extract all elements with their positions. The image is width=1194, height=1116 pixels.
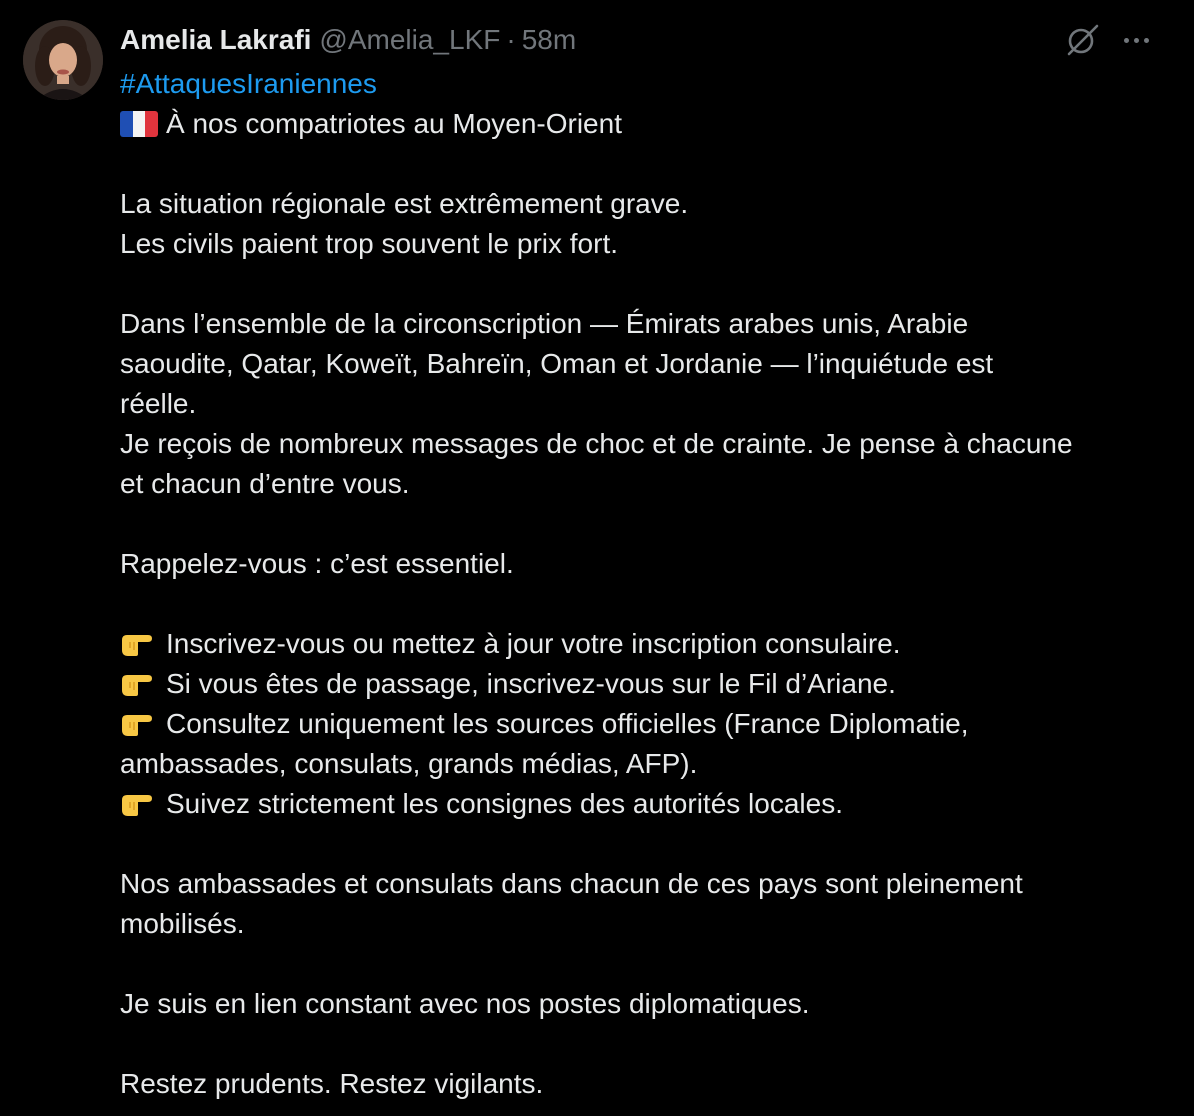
- paragraph-gap: [120, 1024, 1170, 1064]
- hashtag-line: [120, 64, 1170, 104]
- bullet-text: Si vous êtes de passage, inscrivez-vous sur le Fil d’Ariane.: [166, 668, 896, 699]
- bullet-text: Consultez uniquement les sources officielles (France Diplomatie,: [166, 708, 969, 739]
- more-dot: [1144, 38, 1149, 43]
- text-line: Je reçois de nombreux messages de choc et de crainte. Je pense à chacune: [120, 428, 1073, 459]
- pointing-hand-icon: [120, 708, 154, 738]
- text-line: et chacun d’entre vous.: [120, 468, 410, 499]
- paragraph-gap: [120, 144, 1170, 184]
- more-dot: [1124, 38, 1129, 43]
- intro-line: [120, 104, 1170, 144]
- text-line: Je suis en lien constant avec nos postes diplomatiques.: [120, 988, 810, 1019]
- text-line: Rappelez-vous : c’est essentiel.: [120, 548, 514, 579]
- pointing-hand-icon: [120, 788, 154, 818]
- tweet-header: [120, 22, 576, 58]
- text-line: réelle.: [120, 388, 197, 419]
- pointing-hand-icon: [120, 628, 154, 658]
- bullet-text: Inscrivez-vous ou mettez à jour votre inscription consulaire.: [166, 628, 901, 659]
- text-line: Les civils paient trop souvent le prix fort.: [120, 228, 619, 259]
- tweet-text: [120, 64, 1170, 1104]
- bullet-line: [120, 784, 1170, 824]
- author-handle[interactable]: @Amelia_LKF: [319, 24, 501, 55]
- paragraph-gap: [120, 584, 1170, 624]
- bullet-line: [120, 664, 1170, 704]
- grok-icon[interactable]: [1062, 20, 1102, 60]
- paragraph-gap: [120, 504, 1170, 544]
- author-name[interactable]: Amelia Lakrafi: [120, 24, 312, 55]
- text-line: ambassades, consulats, grands médias, AFP).: [120, 748, 698, 779]
- france-flag-icon: [120, 111, 158, 137]
- more-dot: [1134, 38, 1139, 43]
- bullet-line: [120, 704, 1170, 744]
- bullet-text: Suivez strictement les consignes des autorités locales.: [166, 788, 843, 819]
- intro-text: À nos compatriotes au Moyen-Orient: [166, 108, 622, 139]
- paragraph-gap: [120, 824, 1170, 864]
- timestamp[interactable]: 58m: [521, 24, 577, 55]
- paragraph-gap: [120, 944, 1170, 984]
- avatar[interactable]: [23, 20, 103, 100]
- text-line: mobilisés.: [120, 908, 245, 939]
- text-line: Nos ambassades et consulats dans chacun de ces pays sont pleinement: [120, 868, 1023, 899]
- text-line: saoudite, Qatar, Koweït, Bahreïn, Oman et Jordanie — l’inquiétude est: [120, 348, 994, 379]
- separator-dot: ·: [506, 24, 516, 55]
- more-icon[interactable]: [1116, 22, 1156, 58]
- text-line: Dans l’ensemble de la circonscription — Émirats arabes unis, Arabie: [120, 308, 969, 339]
- text-line: La situation régionale est extrêmement grave.: [120, 188, 689, 219]
- bullet-line: [120, 624, 1170, 664]
- pointing-hand-icon: [120, 668, 154, 698]
- paragraph-gap: [120, 264, 1170, 304]
- text-line: Restez prudents. Restez vigilants.: [120, 1068, 544, 1099]
- hashtag-link[interactable]: #AttaquesIraniennes: [120, 68, 377, 99]
